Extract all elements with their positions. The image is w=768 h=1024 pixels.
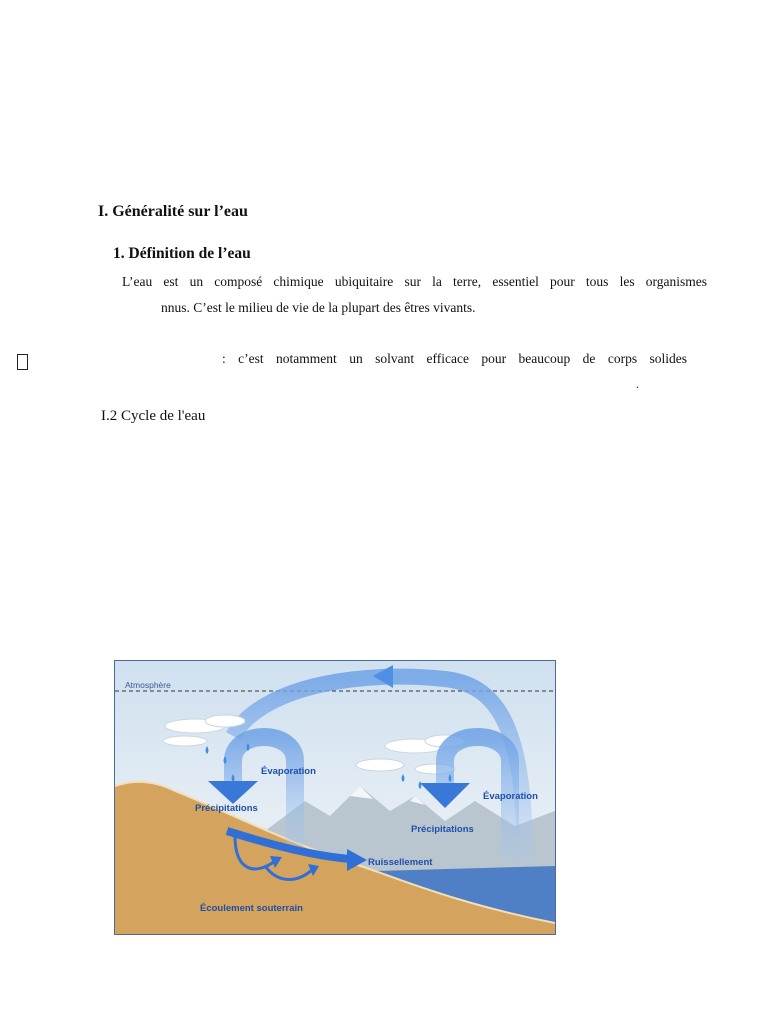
trailing-period: . xyxy=(636,377,639,391)
bullet-box-icon xyxy=(17,354,28,370)
label-precipitations-right: Précipitations xyxy=(411,824,474,835)
definition-line-2: nnus. C’est le milieu de vie de la plupart des êtres vivants. xyxy=(161,300,476,315)
solvent-line: : c’est notamment un solvant efficace pour beaucoup de corps solides xyxy=(222,351,687,366)
label-ecoulement: Écoulement souterrain xyxy=(200,903,303,914)
definition-line-1: L’eau est un composé chimique ubiquitaire sur la terre, essentiel pour tous les organismes xyxy=(122,274,707,289)
subsection-heading: 1. Définition de l’eau xyxy=(113,245,251,262)
cycle-heading: I.2 Cycle de l'eau xyxy=(101,408,206,424)
label-precipitations-left: Précipitations xyxy=(195,803,258,814)
label-atmosphere: Atmosphère xyxy=(125,680,171,690)
label-ruissellement: Ruissellement xyxy=(368,857,433,868)
section-heading: I. Généralité sur l’eau xyxy=(98,203,248,220)
water-cycle-figure xyxy=(114,660,556,935)
label-evaporation-left: Évaporation xyxy=(261,766,316,777)
label-evaporation-right: Évaporation xyxy=(483,791,538,802)
